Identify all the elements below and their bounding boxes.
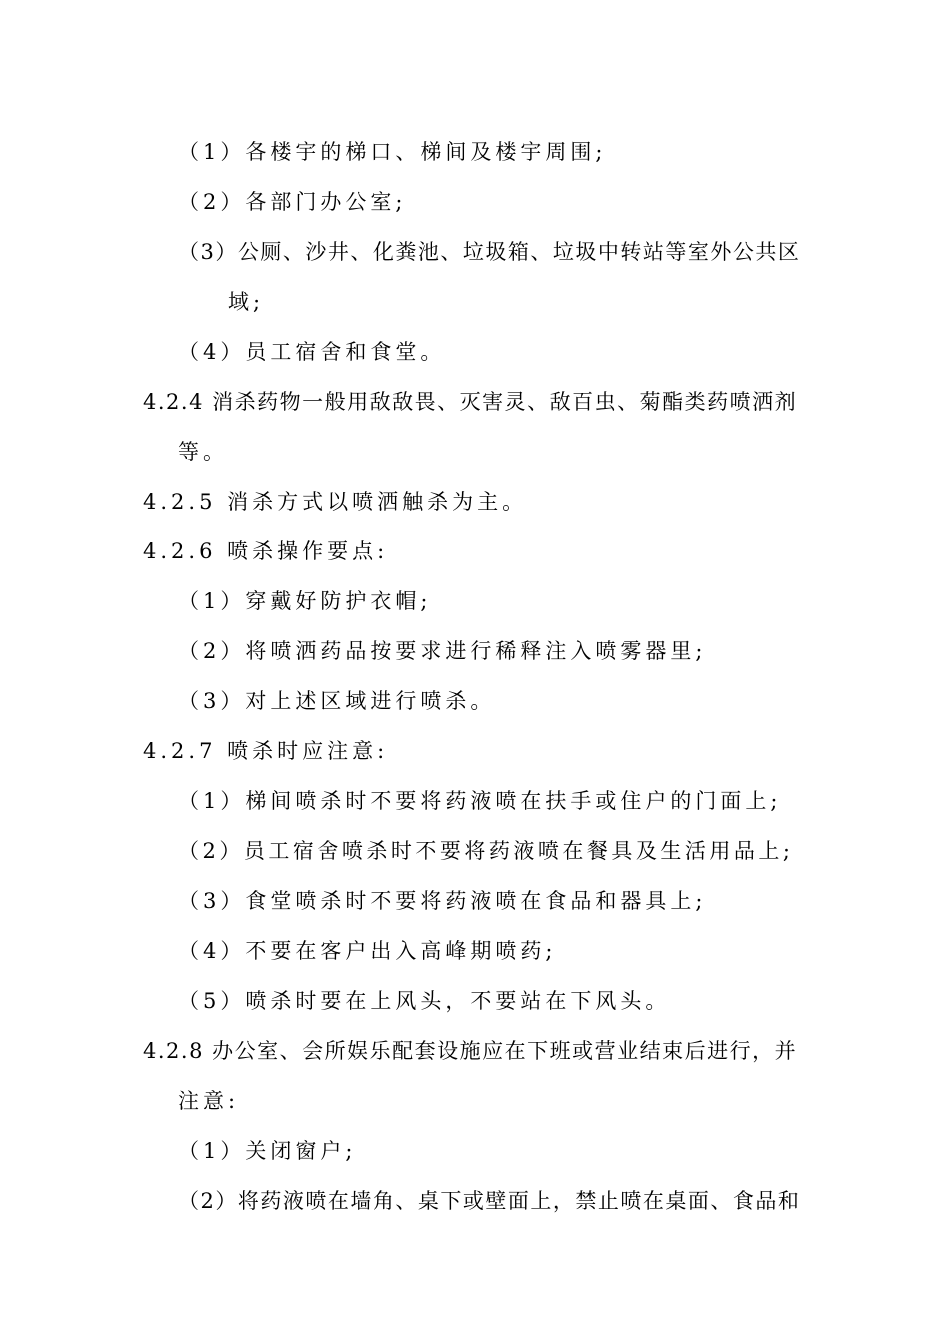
text-line: （2）将喷洒药品按要求进行稀释注入喷雾器里; xyxy=(178,639,707,663)
section-heading: 4.2.5 消杀方式以喷洒触杀为主。 xyxy=(143,490,528,514)
text-line: （1）梯间喷杀时不要将药液喷在扶手或住户的门面上; xyxy=(178,789,782,813)
text-line: （4）不要在客户出入高峰期喷药; xyxy=(178,939,557,963)
section-heading: 4.2.7 喷杀时应注意: xyxy=(143,739,389,763)
text-line: （3）食堂喷杀时不要将药液喷在食品和器具上; xyxy=(178,889,707,913)
text-line: 域; xyxy=(228,290,265,314)
text-line: （1）各楼宇的梯口、梯间及楼宇周围; xyxy=(178,140,607,164)
text-line: （4）员工宿舍和食堂。 xyxy=(178,340,446,364)
text-line: （2）将药液喷在墙角、桌下或壁面上，禁止喷在桌面、食品和 xyxy=(178,1189,801,1213)
text-line: （2）员工宿舍喷杀时不要将药液喷在餐具及生活用品上; xyxy=(178,839,794,863)
section-heading: 4.2.6 喷杀操作要点: xyxy=(143,539,389,563)
section-heading: 4.2.4 消杀药物一般用敌敌畏、灭害灵、敌百虫、菊酯类药喷洒剂 xyxy=(143,390,798,414)
text-line: （3）对上述区域进行喷杀。 xyxy=(178,689,496,713)
text-line: （2）各部门办公室; xyxy=(178,190,407,214)
text-line: 注意: xyxy=(178,1089,240,1113)
text-line: 等。 xyxy=(178,440,228,464)
text-line: （1）关闭窗户; xyxy=(178,1139,357,1163)
section-heading: 4.2.8 办公室、会所娱乐配套设施应在下班或营业结束后进行，并 xyxy=(143,1039,798,1063)
text-line: （5）喷杀时要在上风头，不要站在下风头。 xyxy=(178,989,671,1013)
text-line: （1）穿戴好防护衣帽; xyxy=(178,589,432,613)
text-line: （3）公厕、沙井、化粪池、垃圾箱、垃圾中转站等室外公共区 xyxy=(178,240,801,264)
